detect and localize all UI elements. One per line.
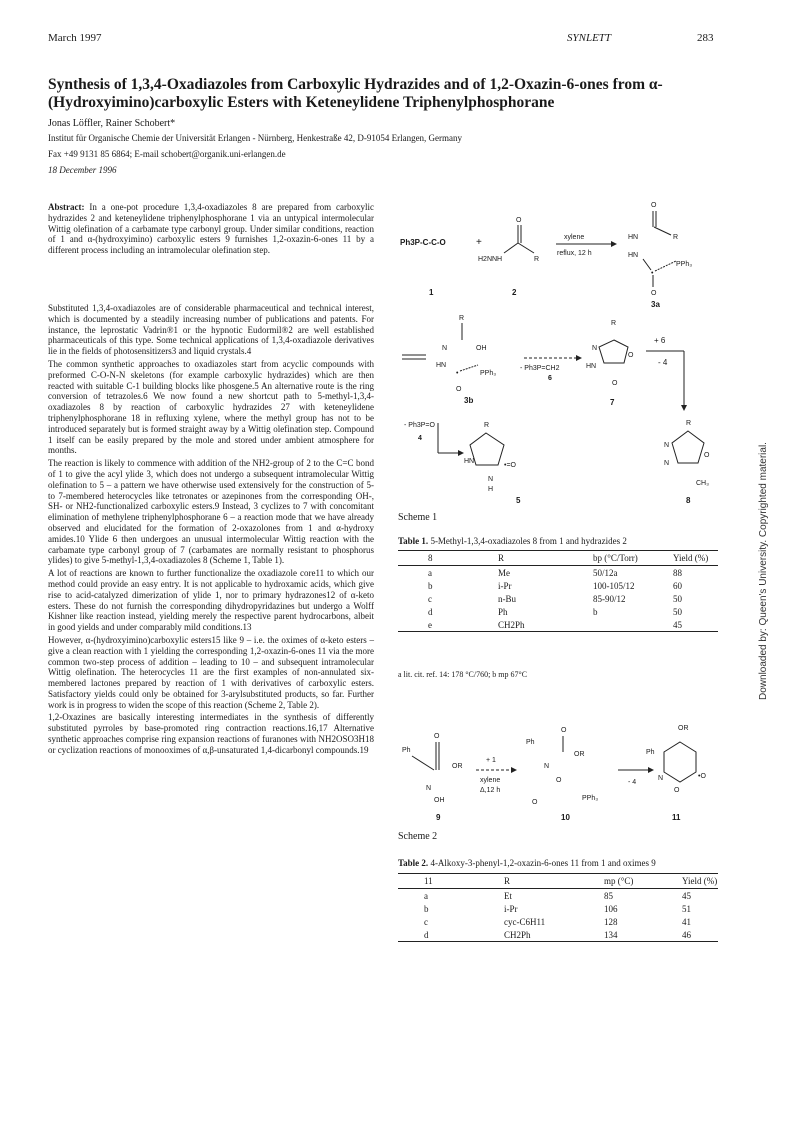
table-2-caption-text: 4-Alkoxy-3-phenyl-1,2-oxazin-6-ones 11 from 1 and oximes 9 bbox=[430, 858, 656, 868]
table-2-caption bbox=[398, 858, 728, 868]
compound-number: 10 bbox=[561, 813, 570, 822]
r-group: R bbox=[484, 422, 490, 429]
oxygen-atom: •O bbox=[698, 773, 706, 780]
arrow-head-icon bbox=[511, 767, 517, 773]
table-2-caption-label: Table 2. bbox=[398, 858, 429, 868]
body-paragraph: The reaction is likely to commence with addition of the NH2-group of 2 to the C=C bond of 1 to give the acyl ylide 3, which does not undergo a subsequent intramolecular Wittig olefination to 5 – a pattern we have otherwise used extensively for the construction of 5- to 7-membered heterocycles like tetronates or azepinones from the corresponding OH-, SH- or NH2-functionalized carboxylic esters.9 Instead, 3 cyclizes to 7 with concomitant elimination of methylene triphenylphosphorane 6 – a reaction mode that we have already observed and elucidated for the formation of 2-oxazolones from 1 and α-hydroxy amides.10 Ylide 6 then undergoes an unusual intermolecular Wittig reaction with the carbamate type carbonyl group of 7 (carbamates are normally resistant to phosphorus ylides) to give 5-methyl-1,3,4-oxadiazoles 8 (Scheme 1, Table 1). bbox=[48, 458, 374, 566]
oxygen-atom: O bbox=[434, 733, 440, 740]
nitrogen-atom: N bbox=[442, 345, 448, 352]
plus-1-label: + 1 bbox=[486, 757, 496, 764]
table-cell: 50 bbox=[673, 606, 682, 617]
bond-line bbox=[504, 243, 518, 253]
condition-solvent: xylene bbox=[480, 777, 501, 784]
arrow-head-icon bbox=[648, 767, 654, 773]
table-cell bbox=[593, 618, 673, 632]
arrow-head-icon bbox=[576, 355, 582, 361]
body-paragraph: However, α-(hydroxyimino)carboxylic esters15 like 9 – i.e. the oximes of α-keto esters – give a clean reaction with 1 yielding the corresponding 1,2-oxazin-6-ones 11 via the more common two-step process of addition – leading to 10 – and subsequent intramolecular Wittig olefination. The heterocycles 11 are the first examples of non-annulated six-membered lactones prepared by reaction of 1 with derivatives of carboxylic esters. Satisfactory yields could only be obtained for 3-arylsubstituted products, so far. Further work is in progress to widen the scope of this reaction (Scheme 2, Table 2). bbox=[48, 634, 374, 710]
abstract bbox=[48, 202, 374, 256]
table-cell: b bbox=[424, 903, 429, 914]
table-2 bbox=[398, 873, 718, 942]
plus-sign: + bbox=[476, 237, 482, 248]
table-cell: cyc-C6H11 bbox=[504, 916, 546, 927]
bond-line bbox=[518, 243, 534, 253]
minus-4-label: - 4 bbox=[658, 358, 668, 367]
column-header: R bbox=[504, 876, 511, 886]
nh-group: HN bbox=[628, 234, 639, 241]
r-group: R bbox=[686, 420, 692, 427]
reagent-ylide-1: Ph3P-C-C-O bbox=[400, 238, 446, 247]
oxygen-atom: O bbox=[651, 290, 657, 297]
ring-shape bbox=[672, 431, 704, 463]
table-cell: 46 bbox=[682, 929, 691, 940]
authors: Jonas Löffler, Rainer Schobert* bbox=[48, 118, 176, 129]
r-group: R bbox=[534, 256, 540, 263]
compound-number: 3b bbox=[464, 396, 474, 405]
column-header: bp (°C/Torr) bbox=[593, 553, 638, 563]
table-cell: CH2Ph bbox=[498, 619, 525, 630]
arrow-head-icon bbox=[681, 405, 687, 411]
table-cell: c bbox=[424, 916, 428, 927]
compound-number: 11 bbox=[672, 813, 681, 822]
table-row bbox=[398, 592, 718, 605]
column-header: mp (°C) bbox=[604, 876, 634, 886]
elimination-label: - Ph3P=O bbox=[404, 422, 435, 429]
table-cell: 45 bbox=[682, 890, 691, 901]
table-cell: 41 bbox=[682, 916, 691, 927]
minus-4-label: - 4 bbox=[628, 779, 637, 786]
contact-info: Fax +49 9131 85 6864; E-mail schobert@organik.uni-erlangen.de bbox=[48, 149, 286, 159]
condition-time: reflux, 12 h bbox=[557, 250, 592, 257]
column-header: R bbox=[498, 553, 505, 563]
hydroxyl-group: OH bbox=[434, 797, 445, 804]
column-header: 8 bbox=[428, 553, 433, 563]
table-cell: 106 bbox=[604, 903, 618, 914]
table-cell: 60 bbox=[673, 580, 682, 591]
header-date: March 1997 bbox=[48, 32, 102, 44]
oxygen-atom: •=O bbox=[504, 462, 516, 469]
r-group: R bbox=[611, 320, 617, 327]
table-cell: 50/12a bbox=[593, 567, 618, 578]
oxygen-atom: O bbox=[628, 352, 634, 359]
oxygen-atom: O bbox=[674, 787, 680, 794]
oxygen-atom: O bbox=[532, 799, 538, 806]
table-cell: b bbox=[428, 580, 433, 591]
table-1-caption bbox=[398, 536, 718, 546]
column-header: 11 bbox=[424, 876, 433, 886]
table-cell: Me bbox=[498, 567, 510, 578]
nitrogen-atom: N bbox=[658, 775, 664, 782]
nitrogen-atom: N bbox=[544, 763, 550, 770]
arrow-head-icon bbox=[458, 450, 464, 456]
table-cell: 100-105/12 bbox=[593, 580, 635, 591]
compound-number: 2 bbox=[512, 288, 517, 297]
abstract-label: Abstract: bbox=[48, 202, 85, 212]
nitrogen-atom: N bbox=[592, 345, 598, 352]
ester-group: OR bbox=[678, 725, 689, 732]
table-cell: 85-90/12 bbox=[593, 593, 626, 604]
compound-number: 8 bbox=[686, 496, 691, 505]
table-cell: 134 bbox=[604, 929, 618, 940]
table-1-caption-label: Table 1. bbox=[398, 536, 429, 546]
body-text bbox=[48, 303, 374, 756]
body-paragraph: 1,2-Oxazines are basically interesting intermediates in the synthesis of differently substituted pyrroles by base-promoted ring contraction reactions.16,17 Alternative synthetic approaches comprise ring expansion reactions of furanones with NH2OSO3H18 or cyclization reactions of monooximes of α,β-unsaturated 1,4-dicarbonyl compounds.19 bbox=[48, 712, 374, 755]
body-paragraph: The common synthetic approaches to oxadiazoles start from acyclic compounds with preformed C-O-N-N skeletons (for example carboxylic hydrazides) which are then reacted with suitable C-1 building blocks like phosgene.5 An alternative route is the ring conversion of tetrazoles.6 We now found a new shortcut path to 5-methyl-1,3,4-oxadiazoles 8 by reaction of carboxylic hydrazides 27 with keteneylidene triphenylphosphorane 18 in refluxing xylene, where the methyl group has not to be introduced separately but is formed straight away by a Wittig olefination step. Compound 1 itself can be easily prepared by the mole and stored under ambient atmosphere for months. bbox=[48, 358, 374, 456]
affiliation: Institut für Organische Chemie der Universität Erlangen - Nürnberg, Henkestraße 42, D-91054 Erlangen, Germany bbox=[48, 133, 463, 143]
compound-number: 9 bbox=[436, 813, 441, 822]
table-cell: d bbox=[424, 929, 429, 940]
oxygen-atom: O bbox=[561, 727, 567, 734]
table-cell: i-Pr bbox=[498, 580, 512, 591]
hydrogen-atom: H bbox=[488, 486, 494, 493]
table-header-row bbox=[398, 551, 718, 566]
ester-group: OR bbox=[452, 763, 463, 770]
table-cell: CH2Ph bbox=[504, 929, 531, 940]
nh-group: HN bbox=[586, 363, 597, 370]
compound-number: 5 bbox=[516, 496, 521, 505]
bond-line bbox=[654, 227, 671, 235]
paper-title: Synthesis of 1,3,4-Oxadiazoles from Carboxylic Hydrazides and of 1,2-Oxazin-6-ones from α-(Hydroxyimino)carboxylic Esters with Keteneylidene Triphenylphosphorane bbox=[48, 76, 663, 111]
table-cell: Ph bbox=[498, 606, 508, 617]
table-1-caption-text: 5-Methyl-1,3,4-oxadiazoles 8 from 1 and hydrazides 2 bbox=[430, 536, 627, 546]
nitrogen-atom: N bbox=[426, 785, 432, 792]
oxygen-atom: O bbox=[651, 202, 657, 209]
plus-6-label: + 6 bbox=[654, 336, 666, 345]
nitrogen-atom: N bbox=[664, 460, 670, 467]
nitrogen-atom: N bbox=[664, 442, 670, 449]
phenyl-group: Ph bbox=[646, 749, 655, 756]
ring-shape bbox=[664, 742, 696, 782]
pph3-group: PPh₃ bbox=[480, 370, 497, 377]
table-cell: c bbox=[428, 593, 432, 604]
pph3-group: PPh₃ bbox=[582, 795, 599, 802]
hydrazide-group: H2NNH bbox=[478, 256, 503, 263]
table-cell: n-Bu bbox=[498, 593, 516, 604]
column-header: Yield (%) bbox=[682, 876, 718, 886]
phenyl-group: Ph bbox=[526, 739, 535, 746]
table-cell: Et bbox=[504, 890, 512, 901]
download-watermark: Downloaded by: Queen's University. Copyrighted material. bbox=[758, 442, 769, 700]
elimination-label: - Ph3P=CH2 bbox=[520, 365, 560, 372]
table-cell: e bbox=[428, 619, 432, 630]
compound-number: 6 bbox=[548, 375, 552, 382]
table-cell: 85 bbox=[604, 890, 613, 901]
carbon-dot: • bbox=[456, 370, 459, 377]
table-row bbox=[398, 889, 718, 903]
arrow-head-icon bbox=[611, 241, 617, 247]
r-group: R bbox=[673, 234, 679, 241]
condition-time: Δ,12 h bbox=[480, 787, 501, 794]
table-1-footnote: a lit. cit. ref. 14: 178 °C/760; b mp 67°C bbox=[398, 670, 528, 679]
ylide-bond bbox=[655, 261, 676, 271]
table-row bbox=[398, 618, 718, 632]
compound-number: 7 bbox=[610, 398, 615, 407]
methyl-group: CH₃ bbox=[696, 480, 709, 487]
table-cell: d bbox=[428, 606, 433, 617]
nh-group: HN bbox=[464, 458, 475, 465]
table-header-row bbox=[398, 874, 718, 889]
oxygen-atom: O bbox=[704, 452, 710, 459]
scheme-2-diagram bbox=[396, 722, 731, 822]
body-paragraph: A lot of reactions are known to further functionalize the oxadiazole core11 to which our method could provide an easy entry. It is not applicable to hydroxamic acids, which give rise to acid-catalyzed dimerization of ylide 1, nor to primary hydrazones12 of α-keto esters. These do not furnish the corresponding dihydropyridazines but undergo a Wolff Kishner like reaction instead, yielding merely the respective parent hydrocarbons, albeit in good yields and under comparably mild conditions.13 bbox=[48, 568, 374, 633]
table-cell: 50 bbox=[673, 593, 682, 604]
oxygen-atom: O bbox=[556, 777, 562, 784]
condition-solvent: xylene bbox=[564, 234, 585, 241]
ring-shape bbox=[470, 433, 504, 465]
page-number: 283 bbox=[697, 32, 714, 44]
table-row bbox=[398, 928, 718, 942]
table-cell: a bbox=[428, 567, 432, 578]
table-cell: 45 bbox=[673, 619, 682, 630]
scheme-1-diagram bbox=[396, 195, 731, 507]
nh-group: HN bbox=[628, 252, 639, 259]
scheme-2-label: Scheme 2 bbox=[398, 831, 438, 842]
carbon-dot: • bbox=[651, 270, 654, 277]
compound-number: 4 bbox=[418, 435, 422, 442]
ylide-bond bbox=[460, 365, 478, 371]
table-row bbox=[398, 579, 718, 592]
table-row bbox=[398, 915, 718, 928]
r-group: R bbox=[459, 315, 465, 322]
nitrogen-atom: N bbox=[488, 476, 494, 483]
column-header: Yield (%) bbox=[673, 553, 709, 563]
compound-number: 3a bbox=[651, 300, 660, 309]
table-cell: b bbox=[593, 606, 598, 617]
table-cell: 51 bbox=[682, 903, 691, 914]
table-cell: i-Pr bbox=[504, 903, 518, 914]
bond-line bbox=[643, 259, 651, 270]
bond-line bbox=[412, 756, 434, 770]
received-date: 18 December 1996 bbox=[48, 165, 117, 175]
ring-shape bbox=[599, 340, 628, 363]
abstract-text: In a one-pot procedure 1,3,4-oxadiazoles 8 are prepared from carboxylic hydrazides 2 and keteneylidene triphenylphosphorane 1 via an untypical intermolecular Wittig olefination of a carbamate type carbonyl group. Under similar conditions, reaction of 1 and α-(hydroxyimino) carboxylic esters 9 furnishes 1,2-oxazin-6-ones 11 by a different process including an intramolecular olefination step. bbox=[48, 202, 375, 256]
ester-group: OR bbox=[574, 751, 585, 758]
table-row bbox=[398, 605, 718, 618]
table-row bbox=[398, 902, 718, 915]
table-row bbox=[398, 566, 718, 580]
table-1 bbox=[398, 550, 718, 632]
compound-number: 1 bbox=[429, 288, 434, 297]
oxygen-atom: O bbox=[516, 217, 522, 224]
scheme-1-label: Scheme 1 bbox=[398, 512, 438, 523]
nh-group: HN bbox=[436, 362, 447, 369]
body-paragraph: Substituted 1,3,4-oxadiazoles are of considerable pharmaceutical and technical interest, which is documented by a steadily increasing number of publications and patents. For instance, the leprostatic Vadrin®1 or the hypnotic Eudormil®2 are well established pharmaceuticals of this type. Some technical applications of 1,3,4-oxadiazole derivatives lie in the fields of photosensitizers3 and liquid crystals.4 bbox=[48, 303, 374, 357]
hydroxyl-group: OH bbox=[476, 345, 487, 352]
journal-name: SYNLETT bbox=[567, 32, 612, 44]
oxygen-atom: O bbox=[612, 380, 618, 387]
pph3-group: PPh₃ bbox=[676, 261, 693, 268]
oxygen-atom: O bbox=[456, 386, 462, 393]
table-cell: 128 bbox=[604, 916, 618, 927]
phenyl-group: Ph bbox=[402, 747, 411, 754]
table-cell: 88 bbox=[673, 567, 682, 578]
table-cell: a bbox=[424, 890, 428, 901]
